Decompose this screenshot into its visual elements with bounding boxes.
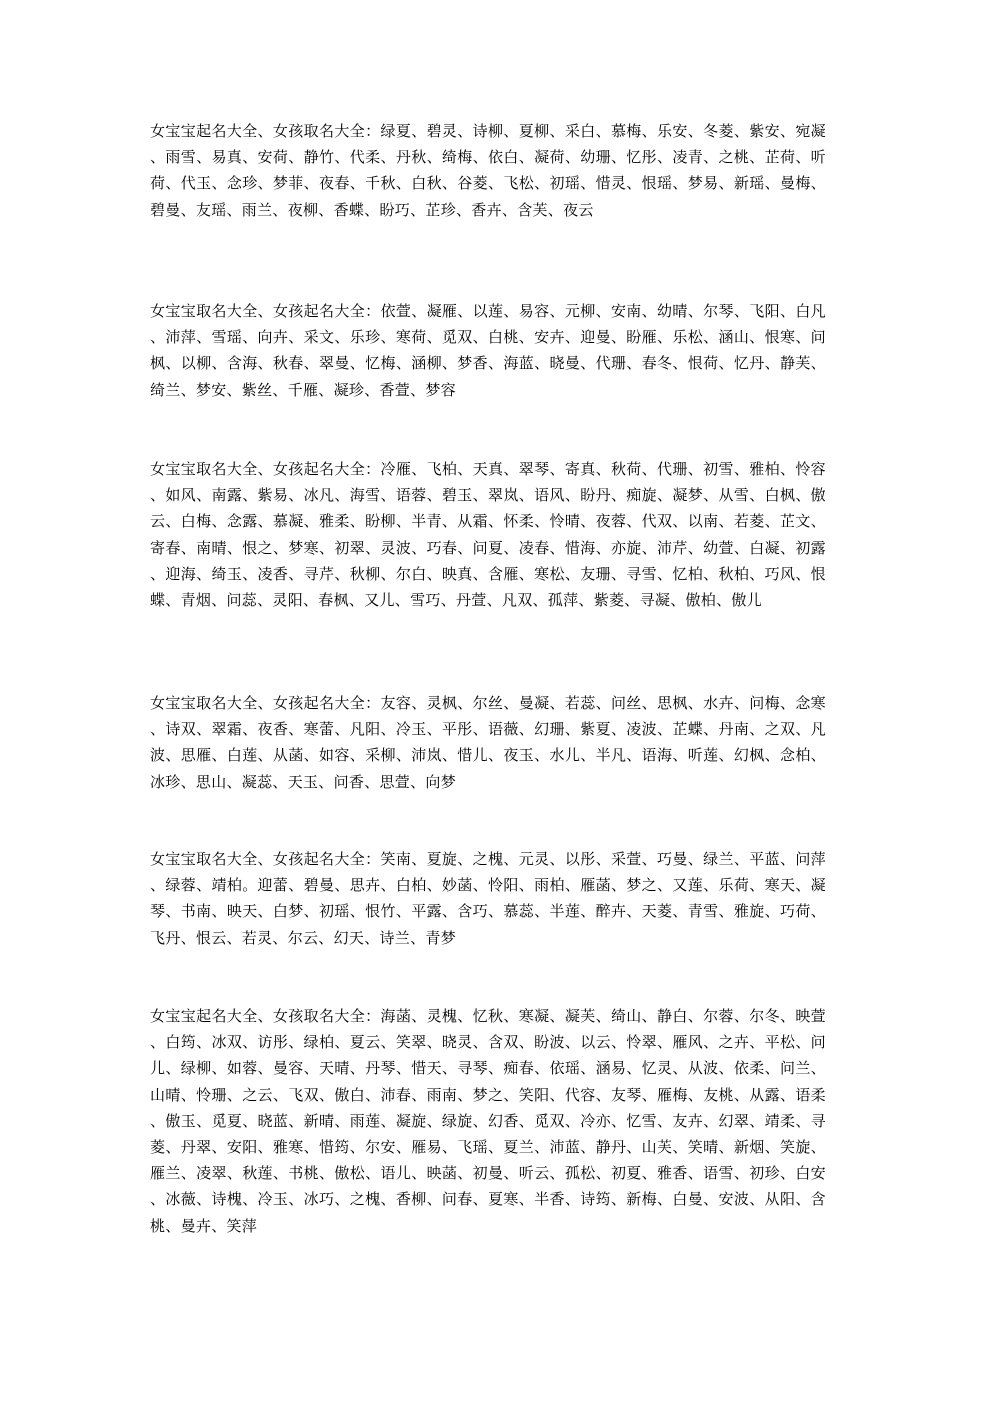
name-list-paragraph: 女宝宝起名大全、女孩取名大全：绿夏、碧灵、诗柳、夏柳、采白、慕梅、乐安、冬菱、紫安、宛凝、雨雪、易真、安荷、静竹、代柔、丹秋、绮梅、依白、凝荷、幼珊、忆彤、凌青、之桃、芷荷、听荷、代玉、念珍、梦菲、夜春、千秋、白秋、谷菱、飞松、初瑶、惜灵、恨瑶、梦易、新瑶、曼梅、碧曼、友瑶、雨兰、夜柳、香蝶、盼巧、芷珍、香卉、含芙、夜云 [150,122,826,219]
name-list-paragraph: 女宝宝取名大全、女孩起名大全：笑南、夏旋、之槐、元灵、以彤、采萱、巧曼、绿兰、平蓝、问萍、绿蓉、靖柏。迎蕾、碧曼、思卉、白柏、妙菡、怜阳、雨柏、雁菡、梦之、又莲、乐荷、寒天、凝琴、书南、映天、白梦、初瑶、恨竹、平露、含巧、慕蕊、半莲、醉卉、天菱、青雪、雅旋、巧荷、飞丹、恨云、若灵、尔云、幻天、诗兰、青梦 [150,850,826,947]
name-list-paragraph: 女宝宝取名大全、女孩起名大全：依萱、凝雁、以莲、易容、元柳、安南、幼晴、尔琴、飞阳、白凡、沛萍、雪瑶、向卉、采文、乐珍、寒荷、觅双、白桃、安卉、迎曼、盼雁、乐松、涵山、恨寒、问枫、以柳、含海、秋春、翠曼、忆梅、涵柳、梦香、海蓝、晓曼、代珊、春冬、恨荷、忆丹、静芙、绮兰、梦安、紫丝、千雁、凝珍、香萱、梦容 [150,302,826,399]
name-list-paragraph: 女宝宝取名大全、女孩起名大全：友容、灵枫、尔丝、曼凝、若蕊、问丝、思枫、水卉、问梅、念寒、诗双、翠霜、夜香、寒蕾、凡阳、冷玉、平彤、语薇、幻珊、紫夏、凌波、芷蝶、丹南、之双、凡波、思雁、白莲、从菡、如容、采柳、沛岚、惜儿、夜玉、水儿、半凡、语海、听莲、幻枫、念柏、冰珍、思山、凝蕊、天玉、问香、思萱、向梦 [150,694,826,791]
name-list-paragraph: 女宝宝取名大全、女孩起名大全：冷雁、飞柏、天真、翠琴、寄真、秋荷、代珊、初雪、雅柏、怜容、如风、南露、紫易、冰凡、海雪、语蓉、碧玉、翠岚、语风、盼丹、痴旋、凝梦、从雪、白枫、傲云、白梅、念露、慕凝、雅柔、盼柳、半青、从霜、怀柔、怜晴、夜蓉、代双、以南、若菱、芷文、寄春、南晴、恨之、梦寒、初翠、灵波、巧春、问夏、凌春、惜海、亦旋、沛芹、幼萱、白凝、初露、迎海、绮玉、凌香、寻芹、秋柳、尔白、映真、含雁、寒松、友珊、寻雪、忆柏、秋柏、巧风、恨蝶、青烟、问蕊、灵阳、春枫、又儿、雪巧、丹萱、凡双、孤萍、紫菱、寻凝、傲柏、傲儿 [150,460,826,610]
name-list-paragraph: 女宝宝起名大全、女孩取名大全：海菡、灵槐、忆秋、寒凝、凝芙、绮山、静白、尔蓉、尔冬、映萱、白筠、冰双、访彤、绿柏、夏云、笑翠、晓灵、含双、盼波、以云、怜翠、雁风、之卉、平松、问儿、绿柳、如蓉、曼容、天晴、丹琴、惜天、寻琴、痴春、依瑶、涵易、忆灵、从波、依柔、问兰、山晴、怜珊、之云、飞双、傲白、沛春、雨南、梦之、笑阳、代容、友琴、雁梅、友桃、从露、语柔、傲玉、觅夏、晓蓝、新晴、雨莲、凝旋、绿旋、幻香、觅双、冷亦、忆雪、友卉、幻翠、靖柔、寻菱、丹翠、安阳、雅寒、惜筠、尔安、雁易、飞瑶、夏兰、沛蓝、静丹、山芙、笑晴、新烟、笑旋、雁兰、凌翠、秋莲、书桃、傲松、语儿、映菡、初曼、听云、孤松、初夏、雅香、语雪、初珍、白安、冰薇、诗槐、冷玉、冰巧、之槐、香柳、问春、夏寒、半香、诗筠、新梅、白曼、安波、从阳、含桃、曼卉、笑萍 [150,1007,826,1235]
